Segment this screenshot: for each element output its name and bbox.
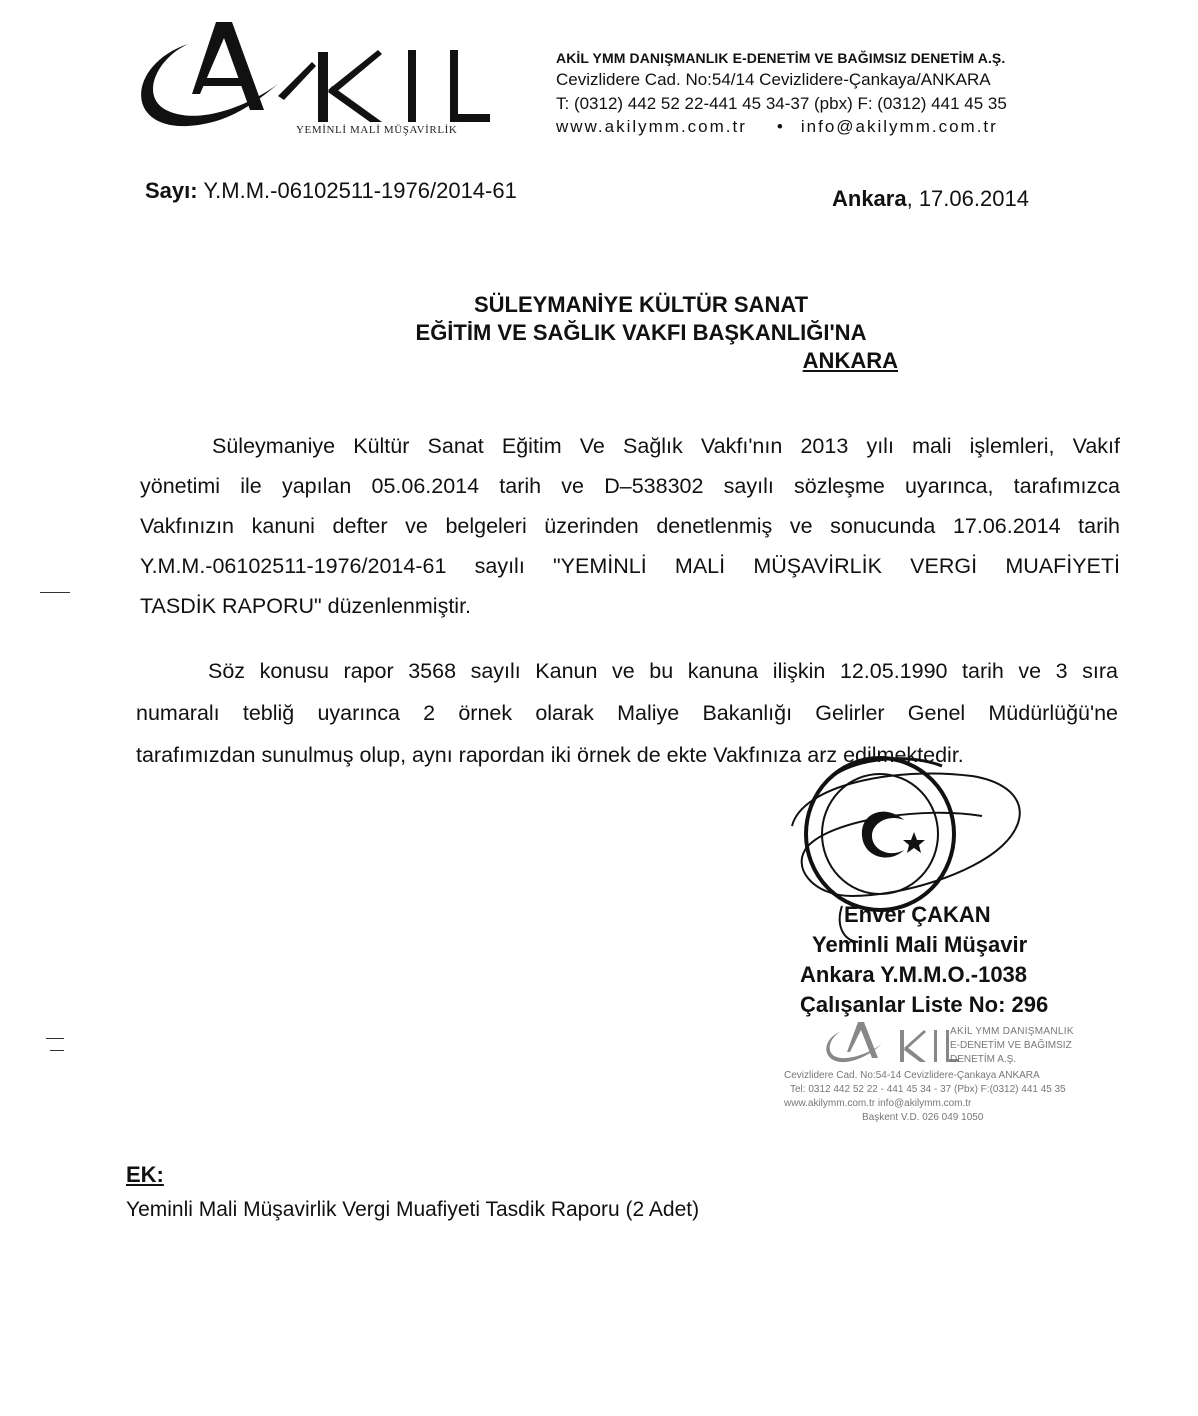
company-stamp <box>784 1018 1104 1130</box>
attachment-item: Yeminli Mali Müşavirlik Vergi Muafiyeti Tasdik Raporu (2 Adet) <box>126 1198 700 1221</box>
logo-letter-a <box>192 22 264 110</box>
body-paragraph-1 <box>140 426 1120 626</box>
letter-date <box>832 186 1029 212</box>
paragraph-line: Süleymaniye Kültür Sanat Eğitim Ve Sağlık Vakfı'nın 2013 yılı mali işlemleri, Vakıf <box>212 434 1120 458</box>
stamp-line: AKİL YMM DANIŞMANLIK <box>950 1026 1074 1037</box>
company-email[interactable]: info@akilymm.com.tr <box>800 117 998 136</box>
addressee-line-2: EĞİTİM VE SAĞLIK VAKFI BAŞKANLIĞI'NA <box>415 320 867 345</box>
stamp-line: Başkent V.D. 026 049 1050 <box>862 1112 984 1123</box>
paragraph-line: Vakfınızın kanuni defter ve belgeleri üzerinden denetlenmiş ve sonucunda 17.06.2014 tarih <box>140 514 1120 538</box>
logo-letter-l <box>450 50 490 122</box>
addressee-city: ANKARA <box>802 348 898 373</box>
scan-mark <box>40 592 70 593</box>
stamp-logo <box>820 1018 960 1070</box>
bullet-separator: • <box>776 117 785 136</box>
paragraph-line: tarafımızdan sunulmuş olup, aynı rapordan iki örnek de ekte Vakfınıza arz edilmektedir. <box>136 743 964 767</box>
scan-mark <box>46 1038 64 1039</box>
company-phone: T: (0312) 442 52 22-441 45 34-37 (pbx) F: (0312) 441 45 35 <box>556 94 1007 113</box>
company-info <box>556 50 1007 137</box>
signer-list-no: Çalışanlar Liste No: 296 <box>800 992 1049 1017</box>
company-website[interactable]: www.akilymm.com.tr <box>556 117 747 136</box>
reference-label: Sayı: <box>145 178 198 203</box>
star-icon <box>903 832 925 853</box>
signer-name: Enver ÇAKAN <box>844 902 991 927</box>
signature-block <box>800 900 1070 1020</box>
logo-tagline: YEMİNLİ MALİ MÜŞAVİRLİK <box>296 124 458 136</box>
signer-title: Yeminli Mali Müşavir <box>812 932 1028 957</box>
date-city: Ankara <box>832 186 907 211</box>
paragraph-line: Y.M.M.-06102511-1976/2014-61 sayılı "YEMİNLİ MALİ MÜŞAVİRLİK VERGİ MUAFİYETİ <box>140 554 1120 578</box>
paragraph-line: numaralı tebliğ uyarınca 2 örnek olarak Maliye Bakanlığı Gelirler Genel Müdürlüğü'ne <box>136 701 1118 725</box>
paragraph-line: yönetimi ile yapılan 05.06.2014 tarih ve D–538302 sayılı sözleşme uyarınca, tarafımızca <box>140 474 1120 498</box>
paragraph-line: Söz konusu rapor 3568 sayılı Kanun ve bu kanuna ilişkin 12.05.1990 tarih ve 3 sıra <box>208 659 1118 683</box>
logo-letter-k <box>318 52 328 122</box>
date-value: , 17.06.2014 <box>906 186 1029 211</box>
paragraph-line: TASDİK RAPORU" düzenlenmiştir. <box>140 594 472 618</box>
reference-value: Y.M.M.-06102511-1976/2014-61 <box>203 178 517 203</box>
addressee-line-1: SÜLEYMANİYE KÜLTÜR SANAT <box>473 292 809 317</box>
stamp-line: DENETİM A.Ş. <box>950 1054 1017 1065</box>
stamp-line: Tel: 0312 442 52 22 - 441 45 34 - 37 (Pbx) F:(0312) 441 45 35 <box>790 1084 1066 1095</box>
stamp-line: www.akilymm.com.tr info@akilymm.com.tr <box>784 1098 972 1109</box>
stamp-line: Cevizlidere Cad. No:54-14 Cevizlidere-Çankaya ANKARA <box>784 1070 1040 1081</box>
stamp-line: E-DENETİM VE BAĞIMSIZ <box>950 1040 1072 1051</box>
addressee-block <box>384 291 898 375</box>
company-address: Cevizlidere Cad. No:54/14 Cevizlidere-Çankaya/ANKARA <box>556 70 991 89</box>
company-name: AKİL YMM DANIŞMANLIK E-DENETİM VE BAĞIMSIZ DENETİM A.Ş. <box>556 50 1006 66</box>
signature-scribble <box>792 773 1020 896</box>
reference-number <box>145 178 517 204</box>
scan-mark <box>50 1050 64 1051</box>
crescent-icon <box>862 812 904 858</box>
logo-letter-i <box>408 50 416 122</box>
signer-registry: Ankara Y.M.M.O.-1038 <box>800 962 1028 987</box>
attachments-label: EK: <box>126 1162 164 1187</box>
